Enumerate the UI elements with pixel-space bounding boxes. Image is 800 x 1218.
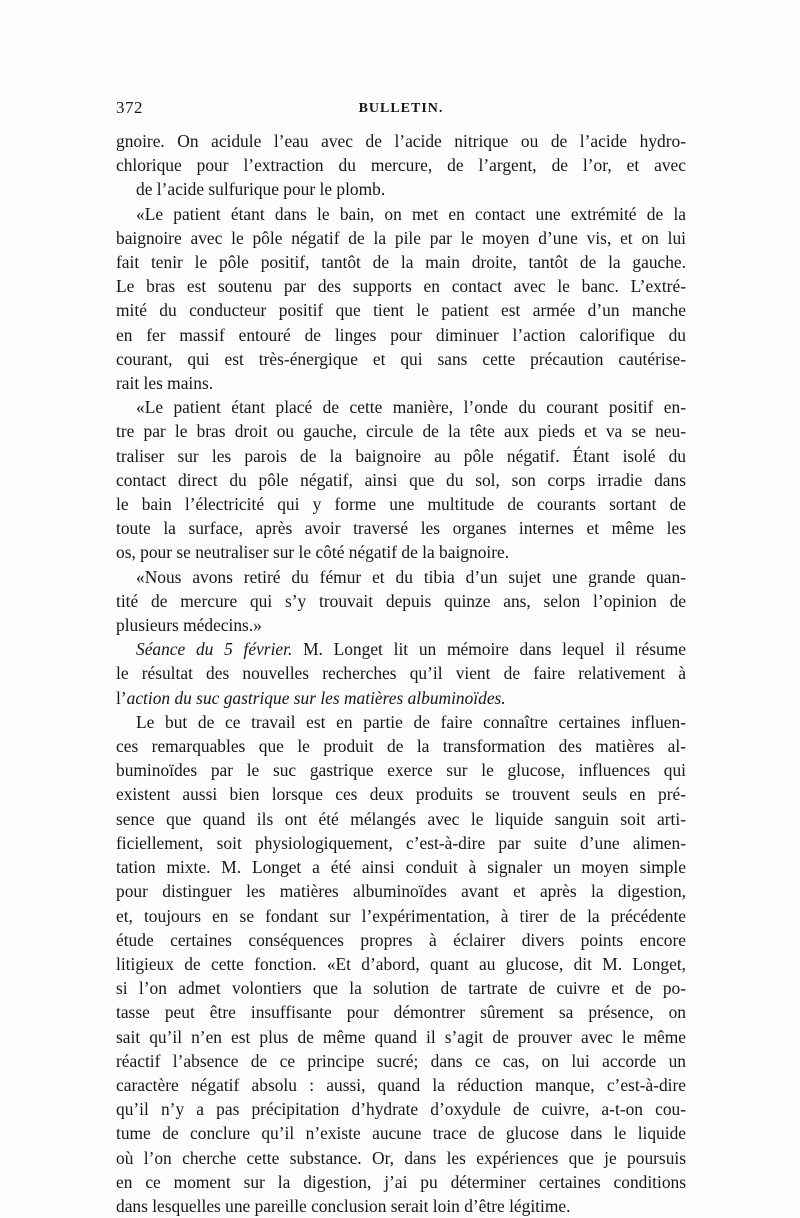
text-segment: étude certaines conséquences propres à éclairer divers points encore [116,929,686,950]
text-line [116,274,686,298]
text-segment: le bain l’électricité qui y forme une multitude de courants sortant de [116,494,686,515]
text-segment: courant, qui est très-énergique et qui sans cette précaution cautérise- [116,348,686,369]
italic-text: action du suc gastrique sur les matières albuminoïdes. [126,687,506,708]
text-segment: mité du conducteur positif que tient le patient est armée d’un manche [116,300,686,321]
running-title: BULLETIN. [358,101,444,116]
text-segment: sence que quand ils ont été mélangés avec le liquide sanguin soit arti- [116,808,686,829]
text-segment: dans lesquelles une pareille conclusion serait loin d’être légitime. [116,1195,571,1216]
text-line [116,153,686,177]
text-line [116,661,686,685]
text-line [116,226,686,250]
text-segment: Le bras est soutenu par des supports en contact avec le banc. L’extré- [116,276,686,297]
text-line [116,1170,686,1194]
text-segment: l’ [116,687,127,708]
text-line [116,782,686,806]
text-line [116,710,686,734]
text-segment: tation mixte. M. Longet a été ainsi conduit à signaler un moyen simple [116,857,686,878]
text-segment: où l’on cherche cette substance. Or, dans les expériences que je poursuis [116,1147,686,1168]
text-segment: M. Longet lit un mémoire dans lequel il résume [292,639,686,660]
text-line [116,129,686,153]
text-segment: «Nous avons retiré du fémur et du tibia d’un sujet une grande quan- [136,566,686,587]
text-line [116,492,686,516]
text-segment: existent aussi bien lorsque ces deux produits se trouvent seuls en pré- [116,784,686,805]
text-line [116,1025,686,1049]
text-line [116,734,686,758]
text-segment: tité de mercure qui s’y trouvait depuis quinze ans, selon l’opinion de [116,590,686,611]
text-line [116,371,686,395]
text-line [116,444,686,468]
text-line [116,1146,686,1170]
text-segment: réactif l’absence de ce principe sucré; dans ce cas, on lui accorde un [116,1050,686,1071]
text-segment: tre par le bras droit ou gauche, circule de la tête aux pieds et va se neu- [116,421,686,442]
text-line [116,1121,686,1145]
text-line [116,879,686,903]
page-number: 372 [116,98,143,117]
text-line [116,177,686,201]
text-segment: le résultat des nouvelles recherches qu’il vient de faire relativement à [116,663,686,684]
text-line [116,565,686,589]
text-line [116,1000,686,1024]
text-line [116,686,686,710]
text-line [116,928,686,952]
text-segment: «Le patient étant dans le bain, on met en contact une extrémité de la [136,203,686,224]
text-segment: litigieux de cette fonction. «Et d’abord, quant au glucose, dit M. Longet, [116,953,686,974]
text-line [116,468,686,492]
text-segment: ces remarquables que le produit de la transformation des matières al- [116,736,686,757]
text-line [116,298,686,322]
text-segment: tume de conclure qu’il n’existe aucune trace de glucose dans le liquide [116,1123,686,1144]
text-segment: pour distinguer les matières albuminoïdes avant et après la digestion, [116,881,686,902]
text-line [116,831,686,855]
text-line [116,613,686,637]
text-segment: «Le patient étant placé de cette manière, l’onde du courant positif en- [136,397,686,418]
text-line [116,637,686,661]
text-line [116,1194,686,1218]
text-line [116,904,686,928]
text-segment: rait les mains. [116,373,214,394]
text-line [116,540,686,564]
text-segment: en ce moment sur la digestion, j’ai pu déterminer certaines conditions [116,1171,686,1192]
text-line [116,855,686,879]
text-line [116,758,686,782]
text-segment: toute la surface, après avoir traversé les organes internes et même les [116,518,686,539]
text-segment: os, pour se neutraliser sur le côté négatif de la baignoire. [116,542,510,563]
text-segment: buminoïdes par le suc gastrique exerce sur le glucose, influences qui [116,760,686,781]
body-text [116,129,686,1218]
text-segment: sait qu’il n’en est plus de même quand il s’agit de prouver avec le même [116,1026,686,1047]
text-line [116,807,686,831]
text-segment: tasse peut être insuffisante pour démontrer sûrement sa présence, on [116,1002,686,1023]
text-segment: contact direct du pôle négatif, ainsi que du sol, son corps irradie dans [116,469,686,490]
text-segment: fait tenir le pôle positif, tantôt de la main droite, tantôt de la gauche. [116,252,686,273]
text-line [116,952,686,976]
text-line [116,419,686,443]
text-segment: gnoire. On acidule l’eau avec de l’acide nitrique ou de l’acide hydro- [116,131,686,151]
text-line [116,323,686,347]
text-segment: ficiellement, soit physiologiquement, c’est-à-dire par suite d’une alimen- [116,832,686,853]
text-segment: plusieurs médecins.» [116,615,262,636]
text-line [116,1073,686,1097]
text-line [116,202,686,226]
text-segment: baignoire avec le pôle négatif de la pile par le moyen d’une vis, et on lui [116,227,686,248]
text-segment: si l’on admet volontiers que la solution de tartrate de cuivre et de po- [116,978,686,999]
text-line [116,1097,686,1121]
text-line [116,589,686,613]
text-segment: traliser sur les parois de la baignoire au pôle négatif. Étant isolé du [116,445,686,466]
text-segment: et, toujours en se fondant sur l’expérimentation, à tirer de la précédente [116,905,686,926]
text-line [116,395,686,419]
text-line [116,1049,686,1073]
text-segment: en fer massif entouré de linges pour diminuer l’action calorifique du [116,324,686,345]
text-segment: qu’il n’y a pas précipitation d’hydrate d’oxydule de cuivre, a-t-on cou- [116,1099,686,1120]
italic-text: Séance du 5 février. [136,639,293,660]
text-line [116,250,686,274]
text-segment: caractère négatif absolu : aussi, quand la réduction manque, c’est-à-dire [116,1074,686,1095]
text-line [116,347,686,371]
text-segment: Le but de ce travail est en partie de faire connaître certaines influen- [136,711,686,732]
text-segment: chlorique pour l’extraction du mercure, de l’argent, de l’or, et avec [116,155,686,176]
text-line [116,516,686,540]
text-segment: de l’acide sulfurique pour le plomb. [136,179,386,200]
text-line [116,976,686,1000]
